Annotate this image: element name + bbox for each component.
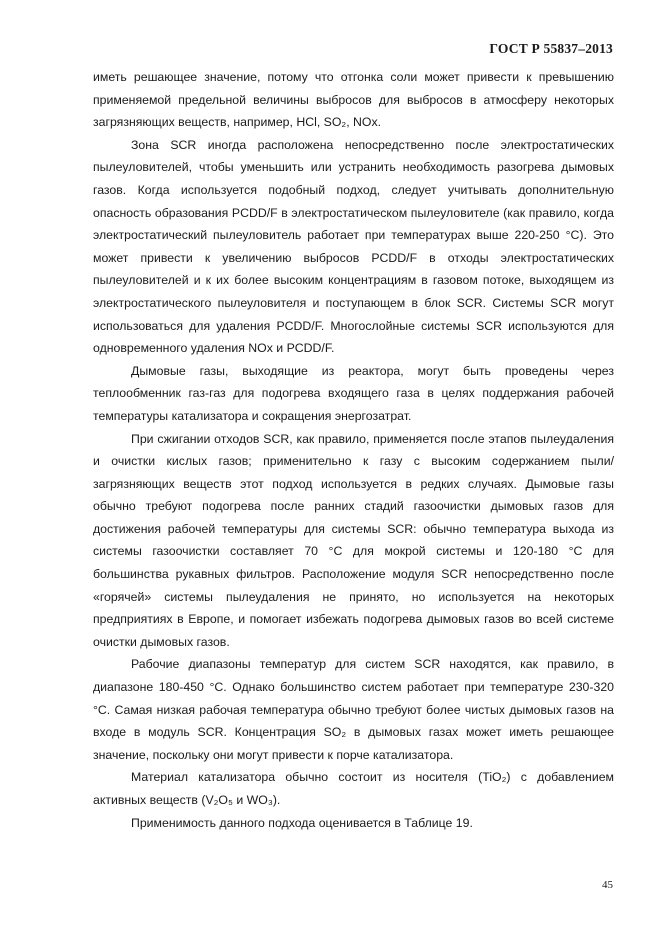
paragraph-temperature-ranges: Рабочие диапазоны температур для систем SCR находятся, как правило, в диапазоне 180-450 °C. Однако большинство систем работает при температуре 230-320 °C. Самая низкая рабочая температура обычно требуют более чистых дымовых газов на входе в модуль SCR. Концентрация SO₂ в дымовых газах может иметь решающее значение, поскольку они могут привести к порче катализатора. (93, 657, 614, 762)
paragraph-applicability: Применимость данного подхода оценивается в Таблице 19. (131, 815, 473, 830)
paragraph-waste-incineration: При сжигании отходов SCR, как правило, применяется после этапов пылеудаления и очистки кислых газов; применительно к газу с высоким содержанием пыли/загрязняющих веществ этот подход используется в редких случаях. Дымовые газы обычно требуют подогрева после ранних стадий газоочистки дымовых газов для достижения рабочей температуры для системы SCR: обычно температура выхода из системы газоочистки составляет 70 °C для мокрой системы и 120-180 °C для большинства рукавных фильтров. Расположение модуля SCR непосредственно после «горячей» системы пылеудаления не принято, но используется на некоторых предприятиях в Европе, и помогает избежать подогрева дымовых газов во всей системе очистки дымовых газов. (93, 431, 614, 649)
paragraph-scr-placement: Зона SCR иногда расположена непосредственно после электростатических пылеуловителей, чтобы уменьшить или устранить необходимость разогрева дымовых газов. Когда используется подобный подход, следует учитывать дополнительную опасность образования PCDD/F в электростатическом пылеуловителе (как правило, когда электростатический пылеуловитель работает при температурах выше 220-250 °C). Это может привести к увеличению выбросов PCDD/F в отходы электростатических пылеуловителей и к их более высоким концентрациям в газовом потоке, выходящем из электростатического пылеуловителя и поступающем в блок SCR. Системы SCR могут использоваться для удаления PCDD/F. Многослойные системы SCR используются для одновременного удаления NOx и PCDD/F. (93, 137, 614, 356)
page-number: 45 (602, 879, 613, 891)
paragraph-catalyst-material: Материал катализатора обычно состоит из носителя (TiO₂) с добавлением активных веществ (V₂O₅ и WO₃). (93, 770, 614, 807)
body-text (93, 66, 614, 834)
document-standard-id: ГОСТ Р 55837–2013 (489, 41, 613, 56)
paragraph-heat-exchanger: Дымовые газы, выходящие из реактора, могут быть проведены через теплообменник газ-газ для подогрева входящего газа в целях поддержания рабочей температуры катализатора и сокращения энергозатрат. (93, 363, 614, 423)
paragraph-continuation: иметь решающее значение, потому что отгонка соли может привести к превышению применяемой предельной величины выбросов для выбросов в атмосферу некоторых загрязняющих веществ, например, HCl, SO₂, NOx. (93, 70, 614, 130)
